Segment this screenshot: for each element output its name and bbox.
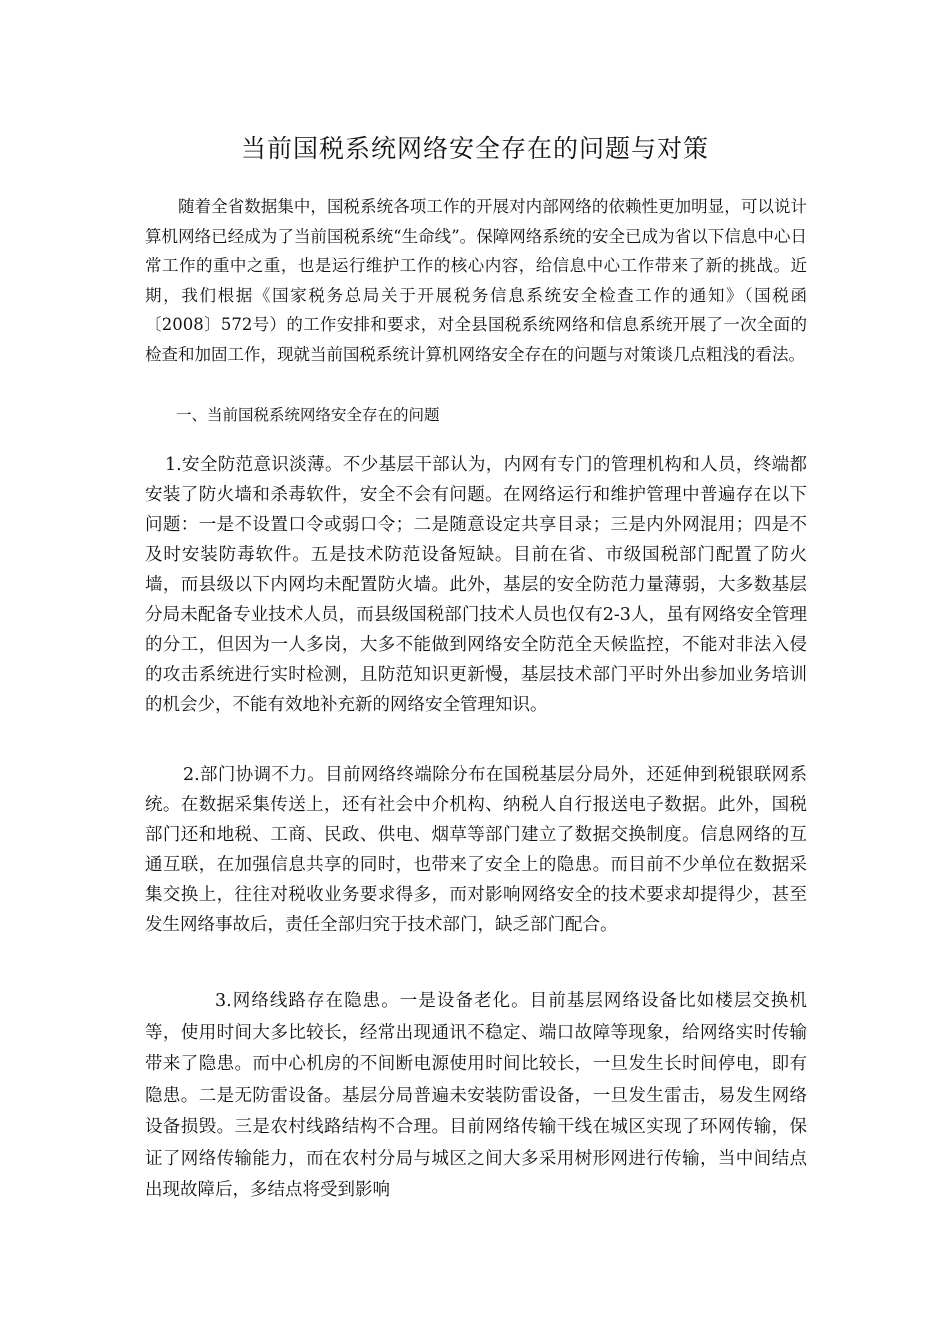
item-3-paragraph: 3.网络线路存在隐患。一是设备老化。目前基层网络设备比如楼层交换机等，使用时间大多比较长，经常出现通讯不稳定、端口故障等现象，给网络实时传输带来了隐患。而中心机房的不间断电源使用时间比较长，一旦发生长时间停电，即有隐患。二是无防雷设备。基层分局普遍未安装防雷设备，一旦发生雷击，易发生网络设备损毁。三是农村线路结构不合理。目前网络传输干线在城区实现了环网传输，保证了网络传输能力，而在农村分局与城区之间大多采用树形网进行传输，当中间结点出现故障后，多结点将受到影响 xyxy=(145,991,807,1200)
document-title: 当前国税系统网络安全存在的问题与对策 xyxy=(240,133,709,163)
item-1-paragraph: 1.安全防范意识淡薄。不少基层干部认为，内网有专门的管理机构和人员，终端都安装了防火墙和杀毒软件，安全不会有问题。在网络运行和维护管理中普遍存在以下问题：一是不设置口令或弱口令；二是随意设定共享目录；三是内外网混用；四是不及时安装防毒软件。五是技术防范设备短缺。目前在省、市级国税部门配置了防火墙，而县级以下内网均未配置防火墙。此外，基层的安全防范力量薄弱，大多数基层分局未配备专业技术人员，而县级国税部门技术人员也仅有2-3人，虽有网络安全管理的分工，但因为一人多岗，大多不能做到网络安全防范全天候监控，不能对非法入侵的攻击系统进行实时检测，且防范知识更新慢，基层技术部门平时外出参加业务培训的机会少，不能有效地补充新的网络安全管理知识。 xyxy=(145,455,807,715)
section-heading: 一、当前国税系统网络安全存在的问题 xyxy=(176,406,440,424)
intro-paragraph: 随着全省数据集中，国税系统各项工作的开展对内部网络的依赖性更加明显，可以说计算机网络已经成为了当前国税系统“生命线”。保障网络系统的安全已成为省以下信息中心日常工作的重中之重，也是运行维护工作的核心内容，给信息中心工作带来了新的挑战。近期，我们根据《国家税务总局关于开展税务信息系统安全检查工作的通知》（国税函〔2008〕572号）的工作安排和要求，对全县国税系统网络和信息系统开展了一次全面的检查和加固工作，现就当前国税系统计算机网络安全存在的问题与对策谈几点粗浅的看法。 xyxy=(145,197,807,364)
item-2-paragraph: 2.部门协调不力。目前网络终端除分布在国税基层分局外，还延伸到税银联网系统。在数据采集传送上，还有社会中介机构、纳税人自行报送电子数据。此外，国税部门还和地税、工商、民政、供电、烟草等部门建立了数据交换制度。信息网络的互通互联，在加强信息共享的同时，也带来了安全上的隐患。而目前不少单位在数据采集交换上，往往对税收业务要求得多，而对影响网络安全的技术要求却提得少，甚至发生网络事故后，责任全部归究于技术部门，缺乏部门配合。 xyxy=(145,765,807,935)
